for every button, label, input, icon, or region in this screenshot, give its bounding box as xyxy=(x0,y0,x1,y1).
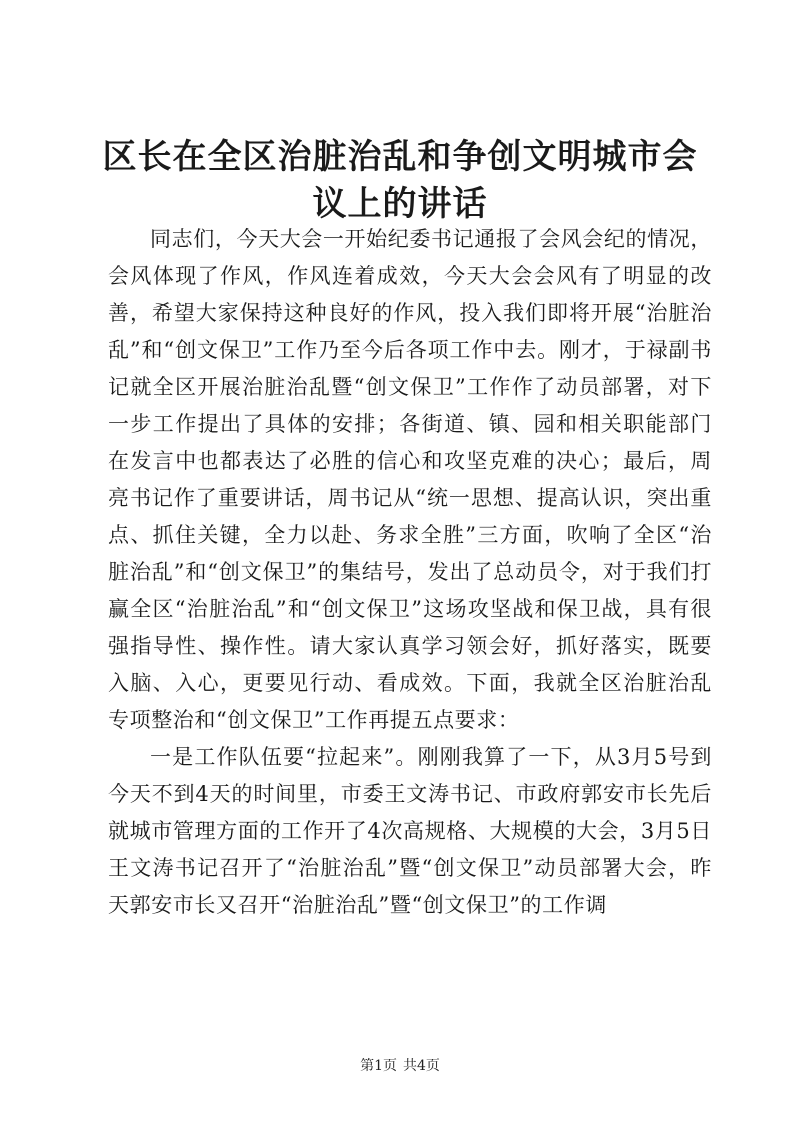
body-paragraph-2: 一是工作队伍要“拉起来”。刚刚我算了一下，从3月5号到今天不到4天的时间里，市委王文涛书记、市政府郭安市长先后就城市管理方面的工作开了4次高规格、大规模的大会，3月5日王文涛书记召开了“治脏治乱”暨“创文保卫”动员部署大会，昨天郭安市长又召开“治脏治乱”暨“创文保卫”的工作调 xyxy=(108,745,712,917)
document-body xyxy=(108,221,712,924)
page-number: 第1页 xyxy=(360,1058,397,1074)
page-total: 共4页 xyxy=(403,1058,440,1074)
document-title: 区长在全区治脏治乱和争创文明城市会议上的讲话 xyxy=(102,137,698,224)
body-paragraph-1: 同志们，今天大会一开始纪委书记通报了会风会纪的情况，会风体现了作风，作风连着成效，今天大会会风有了明显的改善，希望大家保持这种良好的作风，投入我们即将开展“治脏治乱”和“创文保卫”工作乃至今后各项工作中去。刚才，于禄副书记就全区开展治脏治乱暨“创文保卫”工作作了动员部署，对下一步工作提出了具体的安排；各街道、镇、园和相关职能部门在发言中也都表达了必胜的信心和攻坚克难的决心；最后，周亮书记作了重要讲话，周书记从“统一思想、提高认识，突出重点、抓住关键，全力以赴、务求全胜”三方面，吹响了全区“治脏治乱”和“创文保卫”的集结号，发出了总动员令，对于我们打赢全区“治脏治乱”和“创文保卫”这场攻坚战和保卫战，具有很强指导性、操作性。请大家认真学习领会好，抓好落实，既要入脑、入心，更要见行动、看成效。下面，我就全区治脏治乱专项整治和“创文保卫”工作再提五点要求： xyxy=(108,227,712,732)
page-footer xyxy=(0,1057,800,1075)
